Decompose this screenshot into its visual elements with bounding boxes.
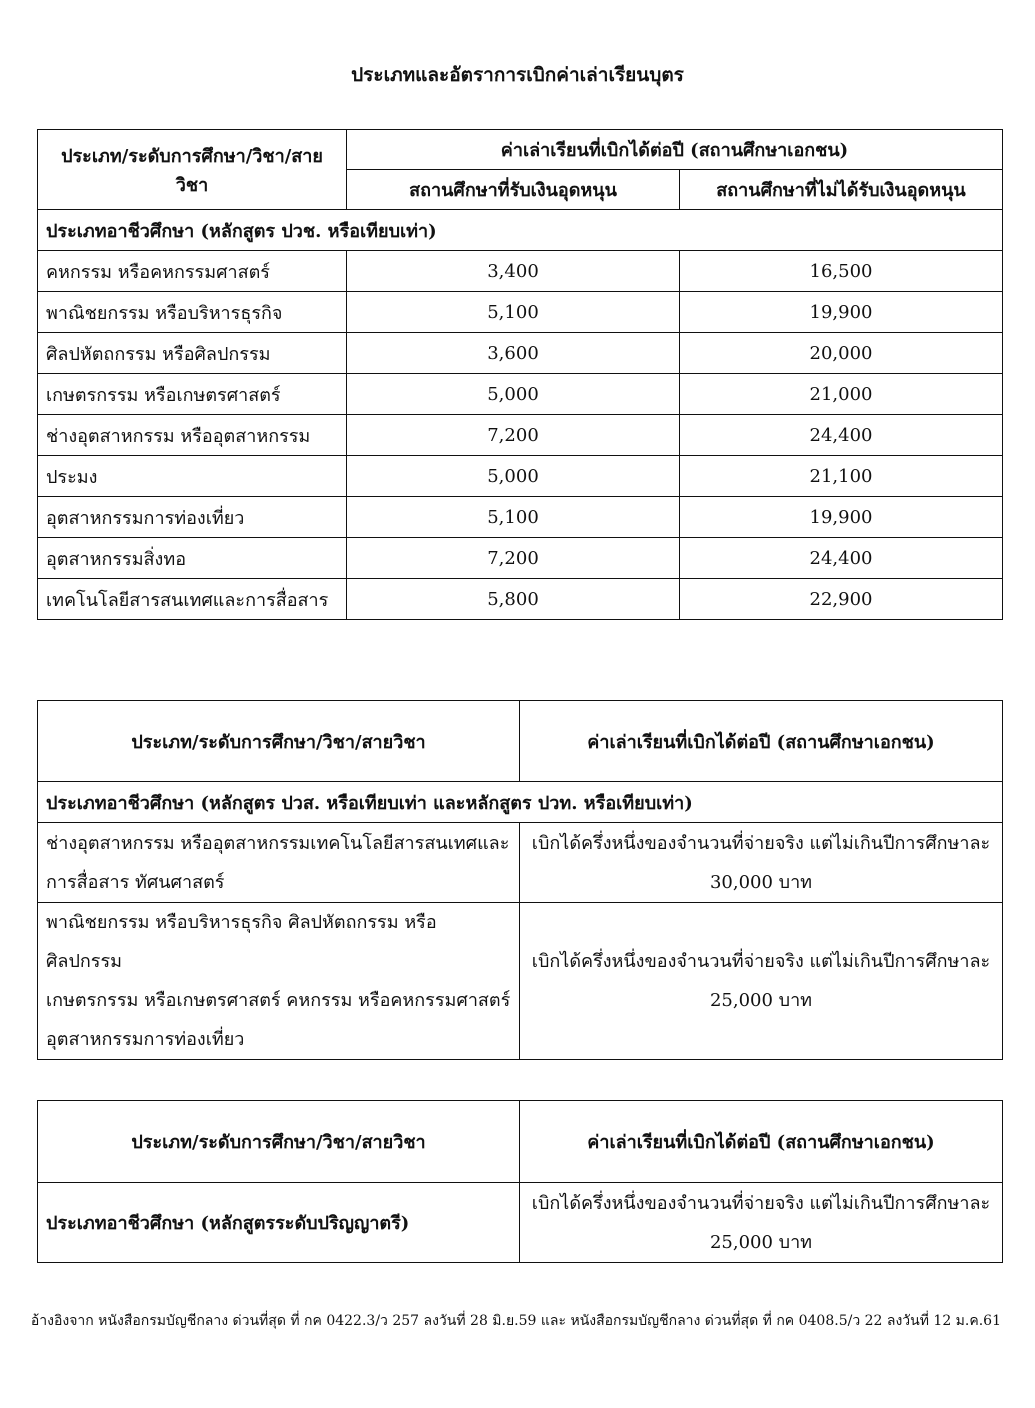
row-name-line: อุตสาหกรรมการท่องเที่ยว — [46, 1029, 245, 1050]
column-header-group-tuition: ค่าเล่าเรียนที่เบิกได้ต่อปี (สถานศึกษาเอกชน) — [347, 130, 1003, 170]
row-name-line: ช่างอุตสาหกรรม หรืออุตสาหกรรมเทคโนโลยีสารสนเทศและ — [46, 832, 510, 854]
row-unsubsidized: 16,500 — [680, 251, 1003, 292]
row-name: คหกรรม หรือคหกรรมศาสตร์ — [38, 251, 347, 292]
table-bachelor — [37, 1100, 1003, 1263]
row-subsidized: 5,100 — [347, 497, 680, 538]
row-name: อุตสาหกรรมการท่องเที่ยว — [38, 497, 347, 538]
row-subsidized: 7,200 — [347, 415, 680, 456]
row-subsidized: 5,800 — [347, 579, 680, 620]
reference-footnote: อ้างอิงจาก หนังสือกรมบัญชีกลาง ด่วนที่สุด ที่ กค 0422.3/ว 257 ลงวันที่ 28 มิ.ย.59 และ หนังสือกรมบัญชีกลาง ด่วนที่สุด ที่ กค 0408.5/ว 22 ลงวันที่ 12 ม.ค.61 — [30, 1313, 1001, 1329]
row-unsubsidized: 19,900 — [680, 497, 1003, 538]
row-name-line: พาณิชยกรรม หรือบริหารธุรกิจ ศิลปหัตถกรรม หรือศิลปกรรม — [46, 912, 437, 972]
row-subsidized: 5,000 — [347, 374, 680, 415]
table-row — [38, 415, 1003, 456]
table-row — [38, 823, 1003, 903]
column-header-subsidized: สถานศึกษาที่รับเงินอุดหนุน — [347, 170, 680, 210]
section-header: ประเภทอาชีวศึกษา (หลักสูตร ปวช. หรือเทียบเท่า) — [38, 210, 1003, 251]
table-row — [38, 456, 1003, 497]
rate-text: เบิกได้ครึ่งหนึ่งของจำนวนที่จ่ายจริง แต่ไม่เกินปีการศึกษาละ — [531, 832, 991, 854]
rate-text: เบิกได้ครึ่งหนึ่งของจำนวนที่จ่ายจริง แต่ไม่เกินปีการศึกษาละ — [531, 951, 991, 972]
row-rate — [520, 1183, 1003, 1263]
row-rate — [520, 903, 1003, 1060]
column-header-category: ประเภท/ระดับการศึกษา/วิชา/สายวิชา — [38, 701, 520, 782]
table-row — [38, 903, 1003, 1060]
column-header-tuition: ค่าเล่าเรียนที่เบิกได้ต่อปี (สถานศึกษาเอกชน) — [520, 1101, 1003, 1183]
rate-amount: 30,000 บาท — [709, 871, 813, 893]
row-unsubsidized: 21,000 — [680, 374, 1003, 415]
row-unsubsidized: 22,900 — [680, 579, 1003, 620]
row-name: ช่างอุตสาหกรรม หรืออุตสาหกรรม — [38, 415, 347, 456]
table-row — [38, 538, 1003, 579]
row-unsubsidized: 24,400 — [680, 415, 1003, 456]
column-header-category: ประเภท/ระดับการศึกษา/วิชา/สายวิชา — [38, 1101, 520, 1183]
rate-amount: 25,000 บาท — [709, 990, 813, 1011]
rate-text: เบิกได้ครึ่งหนึ่งของจำนวนที่จ่ายจริง แต่ไม่เกินปีการศึกษาละ — [531, 1192, 991, 1214]
table-row — [38, 579, 1003, 620]
table-vocational-diploma — [37, 700, 1003, 1060]
row-name-line: เกษตรกรรม หรือเกษตรศาสตร์ คหกรรม หรือคหกรรมศาสตร์ — [46, 990, 511, 1011]
row-name: ศิลปหัตถกรรม หรือศิลปกรรม — [38, 333, 347, 374]
row-subsidized: 3,400 — [347, 251, 680, 292]
row-unsubsidized: 21,100 — [680, 456, 1003, 497]
column-header-category: ประเภท/ระดับการศึกษา/วิชา/สายวิชา — [38, 130, 347, 210]
table-row — [38, 292, 1003, 333]
page-title: ประเภทและอัตราการเบิกค่าเล่าเรียนบุตร — [351, 64, 684, 86]
row-rate — [520, 823, 1003, 903]
column-header-unsubsidized: สถานศึกษาที่ไม่ได้รับเงินอุดหนุน — [680, 170, 1003, 210]
table-row — [38, 497, 1003, 538]
row-name: เกษตรกรรม หรือเกษตรศาสตร์ — [38, 374, 347, 415]
row-name — [38, 903, 520, 1060]
row-subsidized: 7,200 — [347, 538, 680, 579]
table-row — [38, 333, 1003, 374]
row-subsidized: 5,000 — [347, 456, 680, 497]
row-name: ประเภทอาชีวศึกษา (หลักสูตรระดับปริญญาตรี) — [38, 1183, 520, 1263]
row-unsubsidized: 24,400 — [680, 538, 1003, 579]
row-name — [38, 823, 520, 903]
table-vocational-certificate — [37, 129, 1003, 620]
row-name-line: การสื่อสาร ทัศนศาสตร์ — [46, 871, 225, 893]
column-header-tuition: ค่าเล่าเรียนที่เบิกได้ต่อปี (สถานศึกษาเอกชน) — [520, 701, 1003, 782]
row-unsubsidized: 19,900 — [680, 292, 1003, 333]
row-name: ประมง — [38, 456, 347, 497]
row-name: อุตสาหกรรมสิ่งทอ — [38, 538, 347, 579]
row-subsidized: 5,100 — [347, 292, 680, 333]
row-unsubsidized: 20,000 — [680, 333, 1003, 374]
rate-amount: 25,000 บาท — [709, 1231, 813, 1253]
table-row — [38, 1183, 1003, 1263]
table-row — [38, 374, 1003, 415]
section-header: ประเภทอาชีวศึกษา (หลักสูตร ปวส. หรือเทียบเท่า และหลักสูตร ปวท. หรือเทียบเท่า) — [38, 782, 1003, 823]
row-subsidized: 3,600 — [347, 333, 680, 374]
table-row — [38, 251, 1003, 292]
row-name: เทคโนโลยีสารสนเทศและการสื่อสาร — [38, 579, 347, 620]
row-name: พาณิชยกรรม หรือบริหารธุรกิจ — [38, 292, 347, 333]
